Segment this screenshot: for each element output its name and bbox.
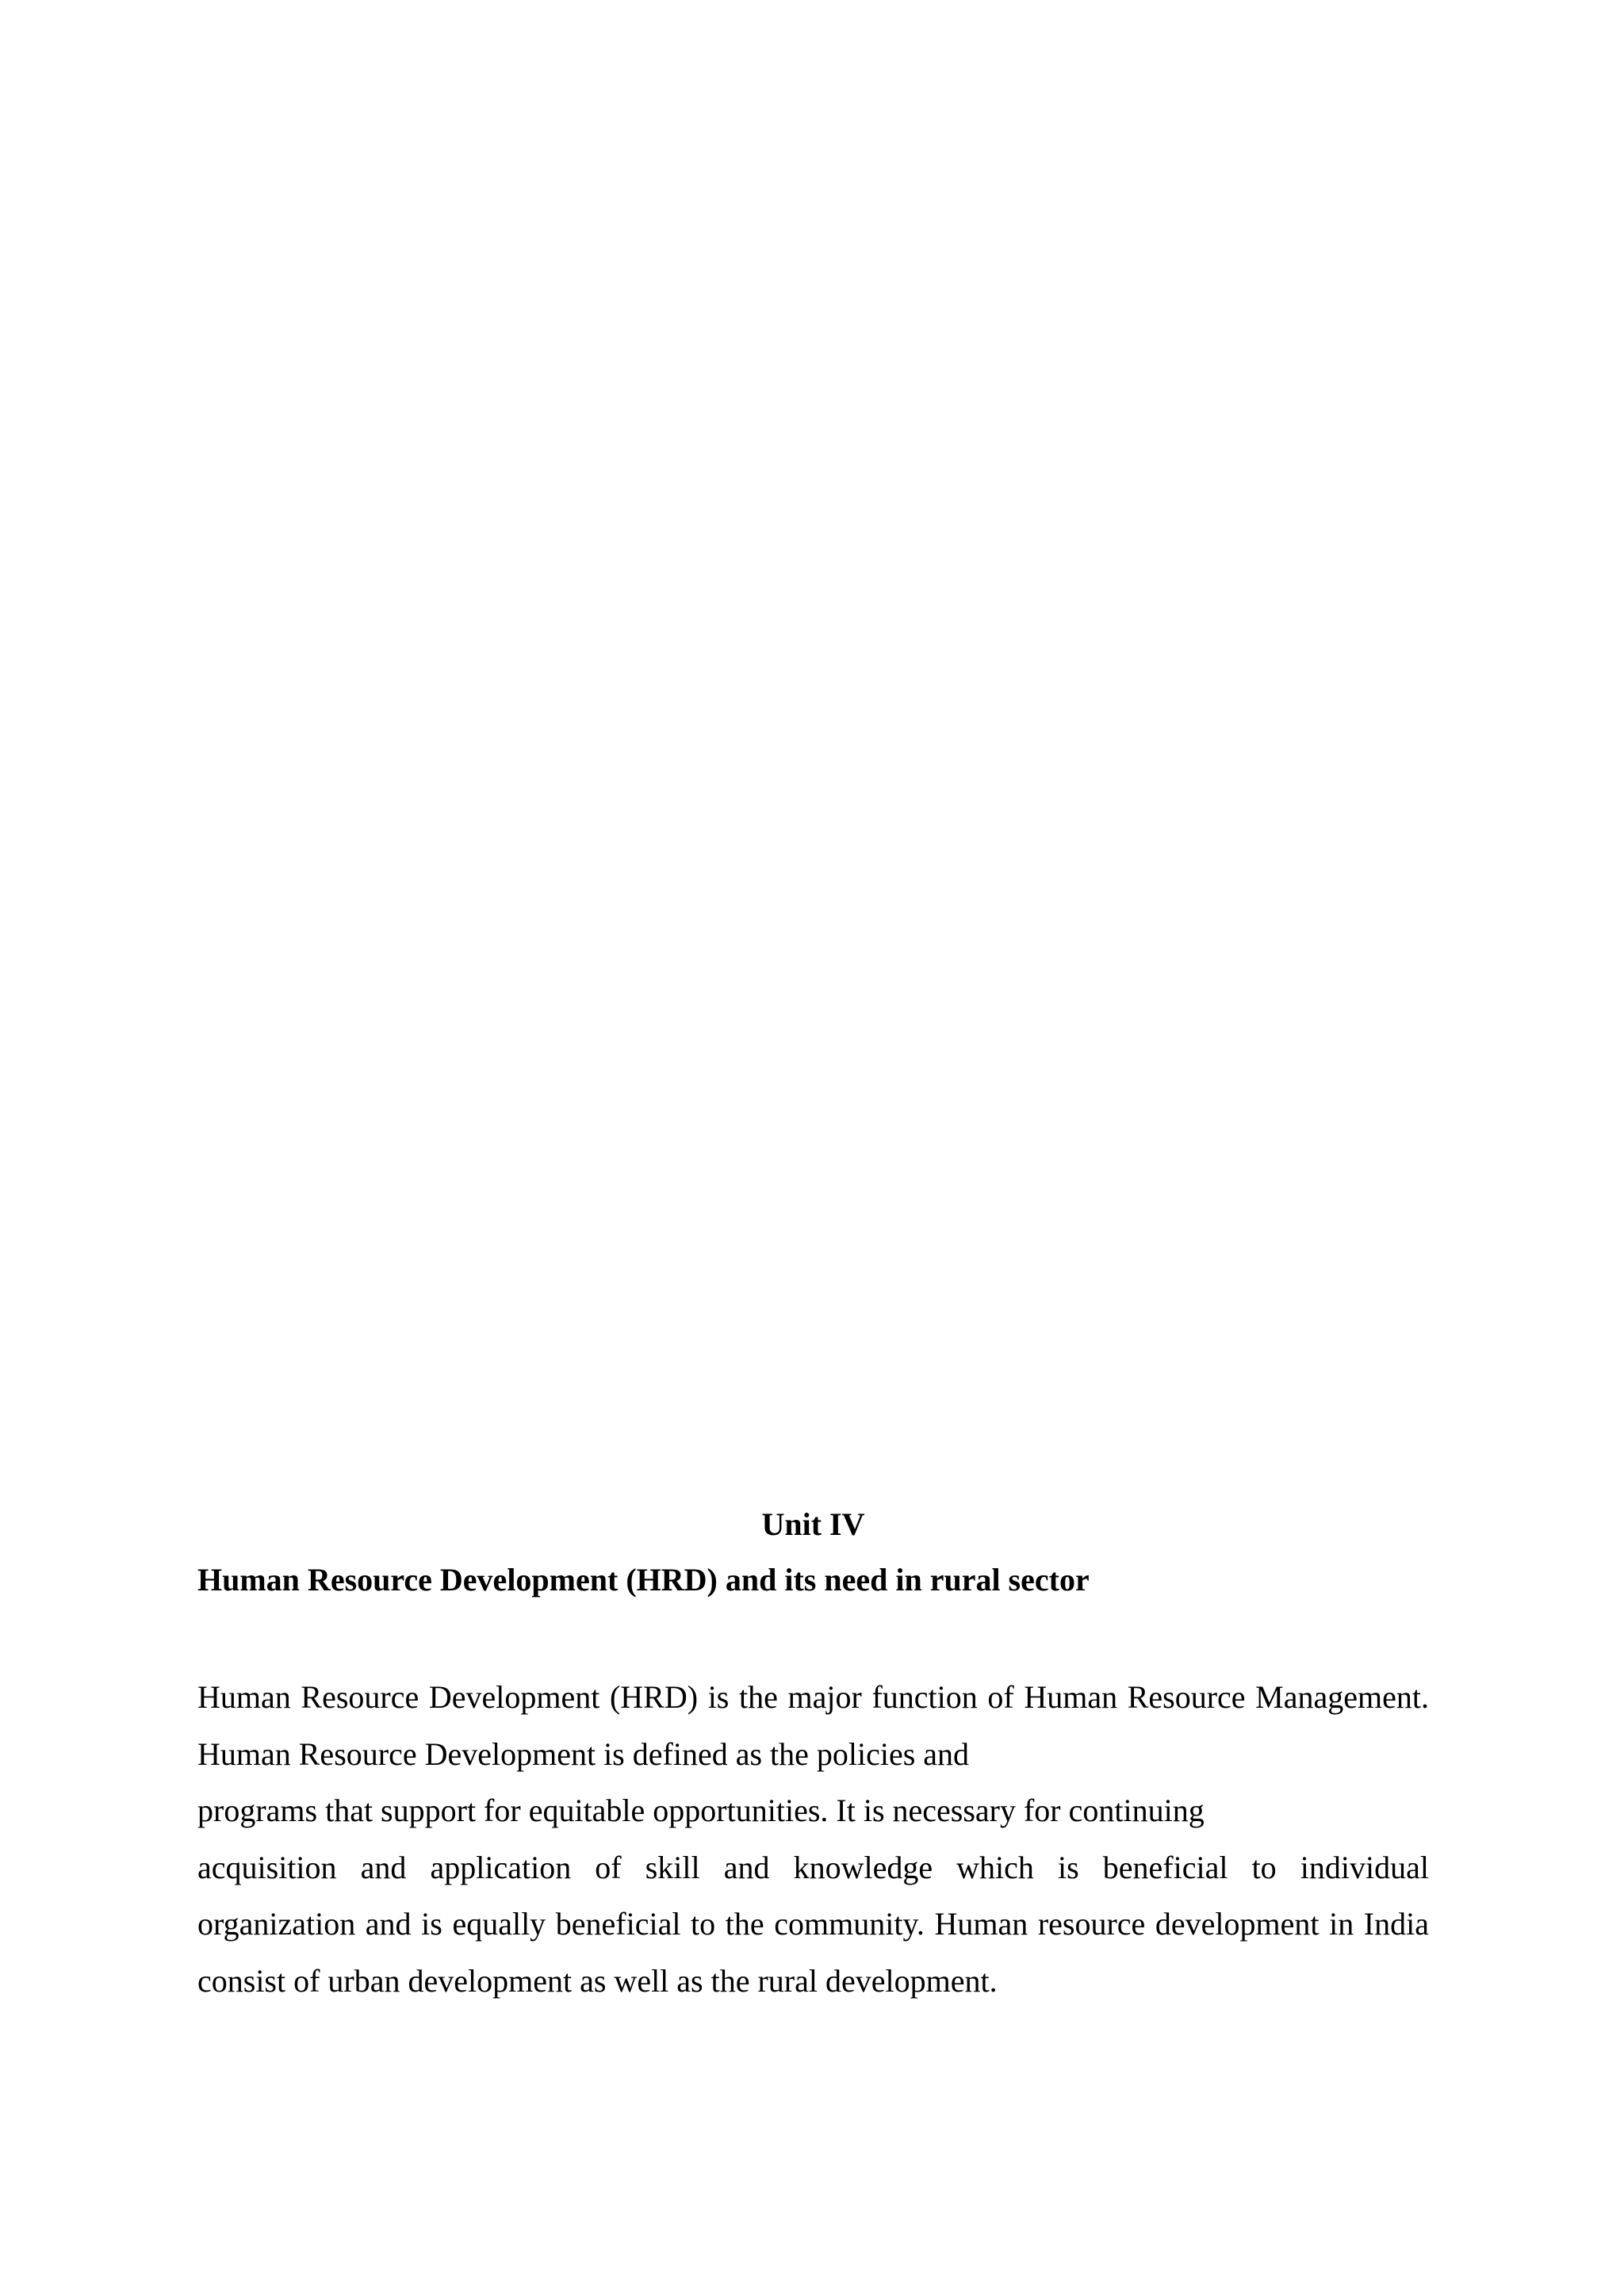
paragraph-line: Human Resource Development is defined as the policies and [197,1735,970,1772]
paragraph-line: organization and is equally beneficial to the community. Human resource development in India [197,1906,1429,1942]
paragraph-line: Human Resource Development (HRD) is the major function of Human Resource Management. [197,1679,1429,1715]
section-title: Human Resource Development (HRD) and its need in rural sector [197,1562,1090,1598]
body-paragraph [197,1669,1429,2009]
paragraph-line: consist of urban development as well as the rural development. [197,1962,998,1999]
page-content [197,1502,1429,2009]
unit-title: Unit IV [761,1506,865,1542]
paragraph-line: acquisition and application of skill and knowledge which is beneficial to individual [197,1849,1429,1885]
paragraph-line: programs that support for equitable opportunities. It is necessary for continuing [197,1793,1205,1828]
